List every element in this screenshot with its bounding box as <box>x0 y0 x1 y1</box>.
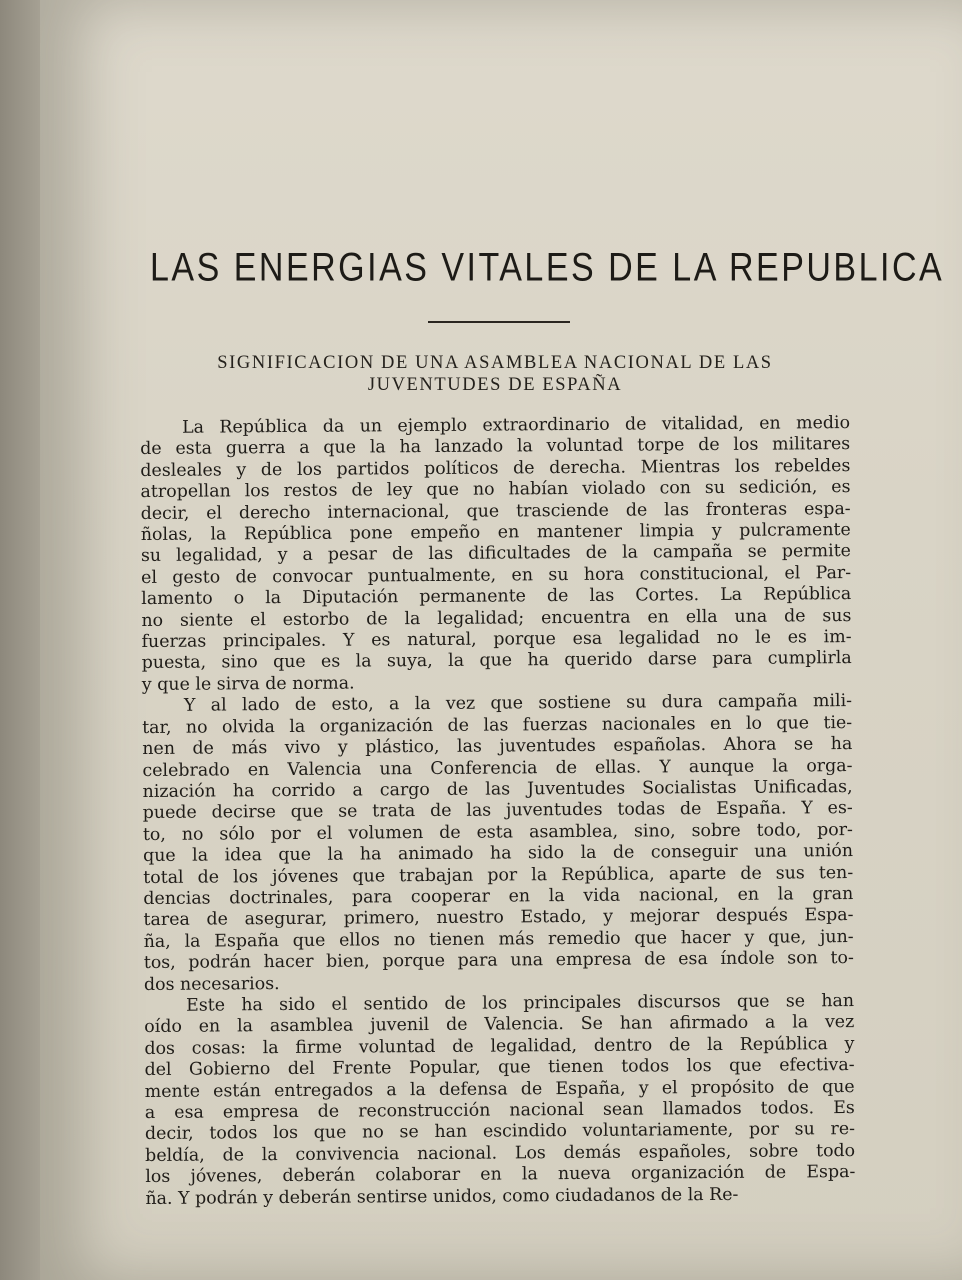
paragraph-3 <box>144 991 855 1210</box>
text-line: puesta, sino que es la suya, la que ha querido darse para cumplirla <box>141 648 852 674</box>
text-line: puede decirse que se trata de las juventudes todas de España. Y es- <box>142 798 853 824</box>
text-line: celebrado en Valencia una Conferencia de ellas. Y aunque la orga- <box>142 755 853 781</box>
text-line: no siente el estorbo de la legalidad; encuentra en ella una de sus <box>141 605 852 631</box>
text-line: su legalidad, y a pesar de las dificultades de la campaña se permite <box>140 541 852 567</box>
text-line: tos, podrán hacer bien, porque para una empresa de esa índole son to- <box>143 948 854 974</box>
text-line: beldía, de la convivencia nacional. Los demás españoles, sobre todo <box>145 1140 856 1166</box>
text-line: ña. Y podrán y deberán sentirse unidos, como ciudadanos de la Re- <box>145 1184 739 1209</box>
text-line: desleales y de los partidos políticos de derecha. Mientras los rebeldes <box>140 455 851 481</box>
text-line: decir, el derecho internacional, que trasciende de las fronteras espa- <box>140 498 851 524</box>
text-line: to, no sólo por el volumen de esta asamblea, sino, sobre todo, por- <box>142 819 853 845</box>
article-title: LAS ENERGIAS VITALES DE LA REPUBLICA <box>150 245 945 290</box>
text-line: de esta guerra a que la ha lanzado la voluntad torpe de los militares <box>140 434 851 460</box>
text-line: La República da un ejemplo extraordinario de vitalidad, en medio <box>181 413 851 438</box>
text-line: el gesto de convocar puntualmente, en su hora constitucional, el Par- <box>141 562 852 588</box>
text-line: total de los jóvenes que trabajan por la República, aparte de sus ten- <box>143 862 854 888</box>
text-line: lamento o la Diputación permanente de las Cortes. La República <box>141 584 852 610</box>
text-line: Este ha sido el sentido de los principales discursos que se han <box>186 990 855 1016</box>
text-line: tarea de asegurar, primero, nuestro Estado, y mejorar después Espa- <box>143 905 854 931</box>
text-line: dos cosas: la firme voluntad de legalidad, dentro de la República y <box>144 1033 855 1059</box>
text-line: del Gobierno del Frente Popular, que tienen todos los que efectiva- <box>144 1055 855 1081</box>
paragraph-1 <box>140 413 852 696</box>
text-line: ñolas, la República pone empeño en mantener limpia y pulcramente <box>140 520 851 546</box>
text-line: nización ha corrido a cargo de las Juventudes Socialistas Unificadas, <box>142 776 853 802</box>
text-line: ña, la España que ellos no tienen más remedio que hacer y que, jun- <box>143 926 854 952</box>
subtitle-line-1: SIGNIFICACION DE UNA ASAMBLEA NACIONAL DE LAS <box>217 353 773 373</box>
title-divider <box>428 321 570 323</box>
text-line: oído en la asamblea juvenil de Valencia. Se han afirmado a la vez <box>144 1012 855 1038</box>
text-line: dos necesarios. <box>143 973 280 995</box>
article-subtitle <box>160 352 830 396</box>
text-line: mente están entregados a la defensa de España, y el propósito de que <box>144 1076 855 1102</box>
subtitle-line-2: JUVENTUDES DE ESPAÑA <box>367 375 623 395</box>
text-line: atropellan los restos de ley que no habían violado con su sedición, es <box>140 477 851 503</box>
text-line: a esa empresa de reconstrucción nacional sean llamados todos. Es <box>144 1098 855 1123</box>
text-line: y que le sirva de norma. <box>141 673 355 695</box>
text-line: tar, no olvida la organización de las fuerzas nacionales en lo que tie- <box>142 712 853 738</box>
text-line: decir, todos los que no se han escindido voluntariamente, por su re- <box>144 1119 856 1145</box>
text-line: los jóvenes, deberán colaborar en la nueva organización de Espa- <box>145 1162 856 1188</box>
text-line: nen de más vivo y plástico, las juventudes españolas. Ahora se ha <box>142 734 853 760</box>
text-line: fuerzas principales. Y es natural, porque esa legalidad no le es im- <box>141 627 852 653</box>
text-line: dencias doctrinales, para cooperar en la vida nacional, en la gran <box>143 883 854 909</box>
text-line: Y al lado de esto, a la vez que sostiene su dura campaña mili- <box>183 691 853 716</box>
text-line: que la idea que la ha animado ha sido la de conseguir una unión <box>142 841 854 867</box>
article-body <box>140 413 856 1210</box>
paragraph-2 <box>142 691 854 996</box>
